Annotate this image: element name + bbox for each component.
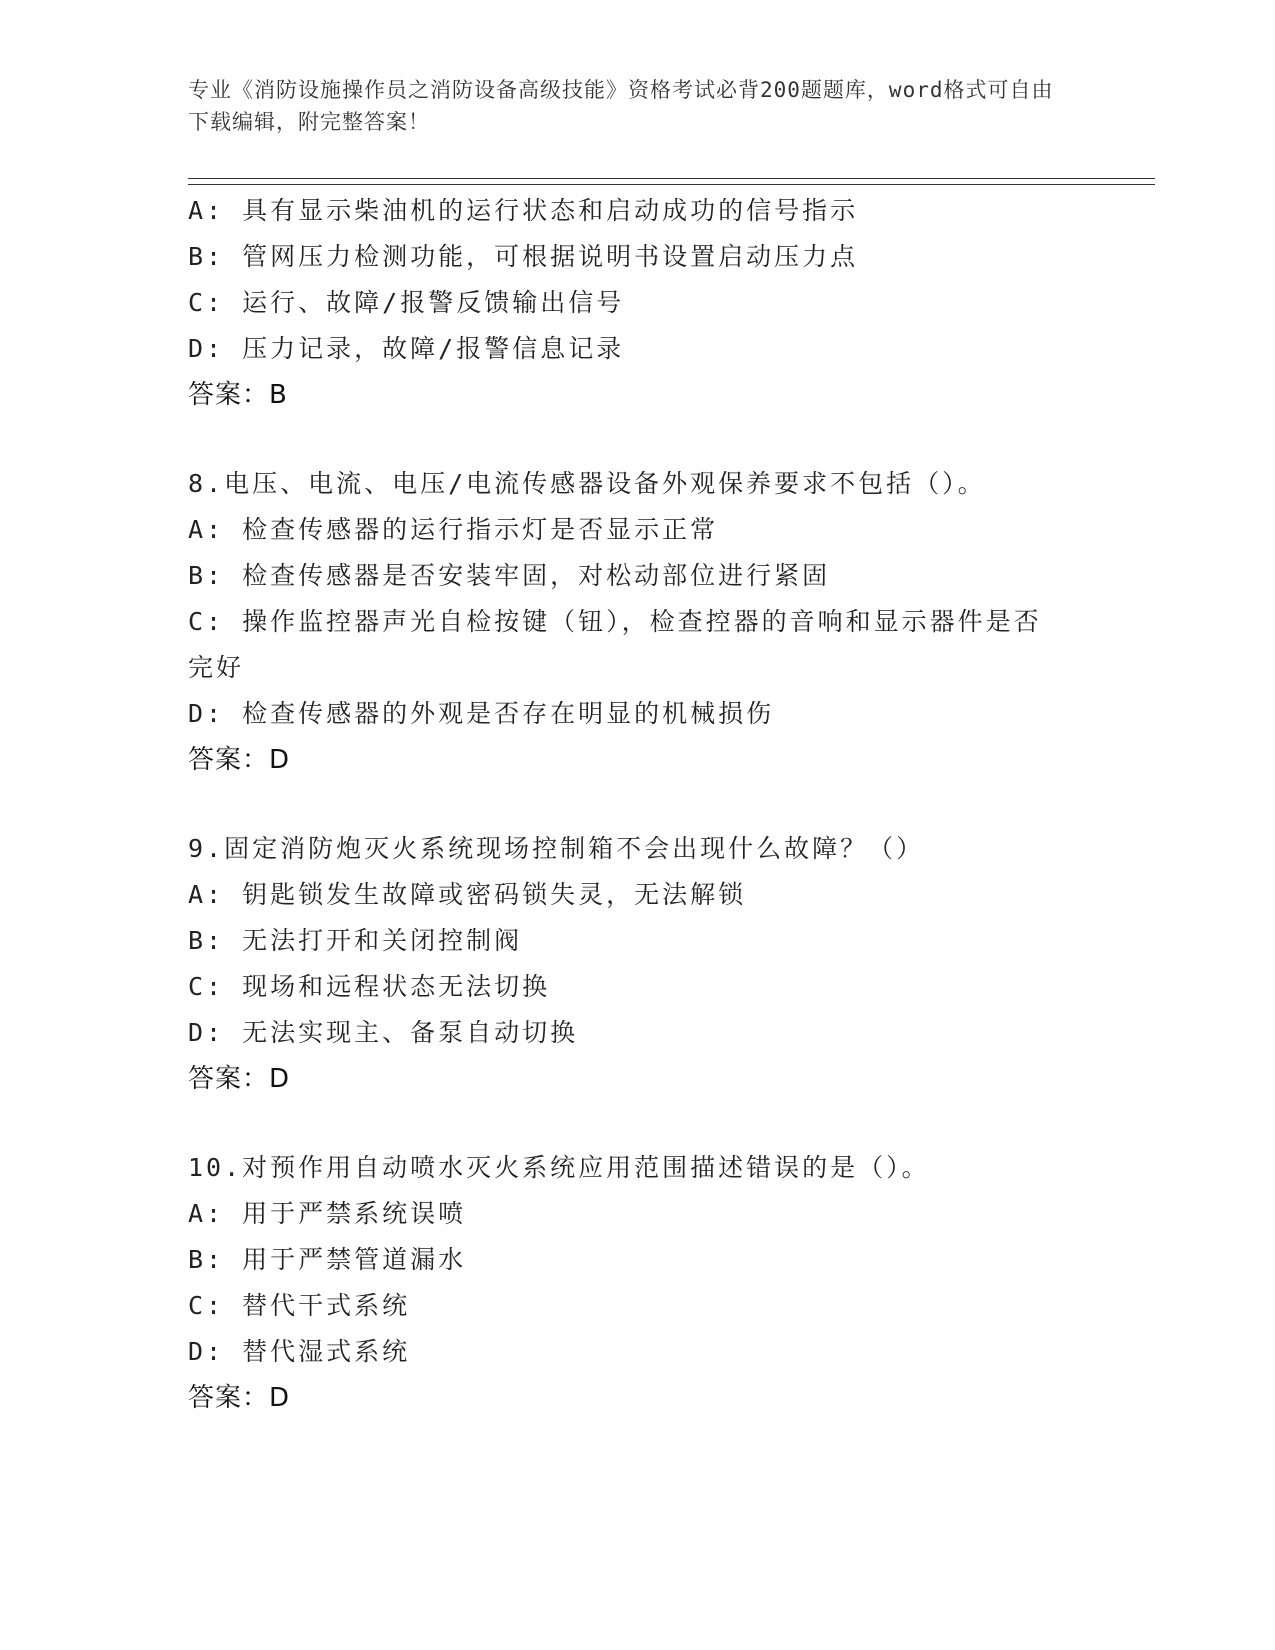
answer-line: 答案：B (188, 380, 288, 410)
option-c: C: 操作监控器声光自检按键（钮），检查控器的音响和显示器件是否完好 (188, 607, 1042, 682)
option-a: A: 检查传感器的运行指示灯是否显示正常 (188, 515, 719, 544)
question-block-9 (188, 826, 1088, 1102)
option-c: C: 替代干式系统 (188, 1291, 411, 1320)
answer-line: 答案：D (188, 745, 291, 775)
spacer (188, 783, 1088, 826)
question-text: 10.对预作用自动喷水灭火系统应用范围描述错误的是（）。 (188, 1153, 930, 1182)
option-d: D: 无法实现主、备泵自动切换 (188, 1018, 579, 1047)
option-a: A: 钥匙锁发生故障或密码锁失灵，无法解锁 (188, 880, 747, 909)
header-divider (188, 178, 1155, 185)
question-text: 9.固定消防炮灭火系统现场控制箱不会出现什么故障？（） (188, 834, 925, 863)
option-c: C: 现场和远程状态无法切换 (188, 972, 551, 1001)
option-d: D: 压力记录，故障/报警信息记录 (188, 334, 625, 363)
spacer (188, 1102, 1088, 1145)
option-d: D: 替代湿式系统 (188, 1337, 411, 1366)
answer-line: 答案：D (188, 1064, 291, 1094)
spacer (188, 418, 1088, 461)
document-header: 专业《消防设施操作员之消防设备高级技能》资格考试必背200题题库，word格式可自由下载编辑，附完整答案！ (188, 78, 1054, 134)
option-b: B: 用于严禁管道漏水 (188, 1245, 467, 1274)
question-block-10 (188, 1145, 1088, 1421)
question-block-7 (188, 188, 1088, 418)
option-b: B: 无法打开和关闭控制阀 (188, 926, 523, 955)
option-c: C: 运行、故障/报警反馈输出信号 (188, 288, 625, 317)
question-content (188, 188, 1088, 1421)
option-d: D: 检查传感器的外观是否存在明显的机械损伤 (188, 699, 775, 728)
question-text: 8.电压、电流、电压/电流传感器设备外观保养要求不包括（）。 (188, 469, 986, 498)
answer-line: 答案：D (188, 1383, 291, 1413)
option-b: B: 管网压力检测功能，可根据说明书设置启动压力点 (188, 242, 859, 271)
option-a: A: 用于严禁系统误喷 (188, 1199, 467, 1228)
question-block-8 (188, 461, 1088, 783)
option-a: A: 具有显示柴油机的运行状态和启动成功的信号指示 (188, 196, 859, 225)
option-b: B: 检查传感器是否安装牢固，对松动部位进行紧固 (188, 561, 831, 590)
